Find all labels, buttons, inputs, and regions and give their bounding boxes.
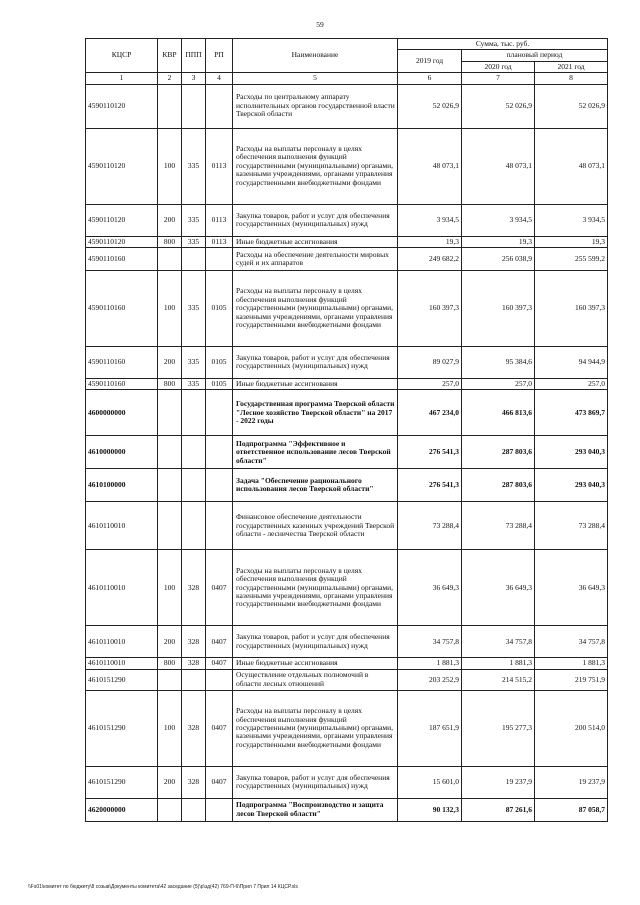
ppp-cell [182, 247, 206, 270]
table-row [86, 378, 608, 389]
amount-2020-cell: 466 813,6 [462, 390, 535, 436]
header-ppp: ППП [182, 39, 206, 73]
name-cell: Задача "Обеспечение рационального использования лесов Тверской области" [233, 469, 398, 502]
ppp-cell: 335 [182, 204, 206, 236]
name-cell: Расходы на выплаты персоналу в целях обеспечения выполнения функций государственными (муниципальными) органами, казенными учреждениями, органами управления государственными внебюджетными фондами [233, 690, 398, 766]
kvr-cell: 200 [158, 346, 182, 378]
amount-2021-cell: 1 881,3 [535, 658, 608, 669]
kvr-cell [158, 390, 182, 436]
ppp-cell: 328 [182, 550, 206, 626]
table-row [86, 798, 608, 821]
amount-2020-cell: 19 237,9 [462, 766, 535, 798]
ppp-cell [182, 798, 206, 821]
kvr-cell: 100 [158, 270, 182, 346]
table-row [86, 346, 608, 378]
header-planned: плановый период [462, 50, 608, 61]
kcsr-cell: 4590110120 [86, 128, 158, 204]
amount-2021-cell: 160 397,3 [535, 270, 608, 346]
kcsr-cell: 4610151290 [86, 766, 158, 798]
name-cell: Государственная программа Тверской области "Лесное хозяйство Тверской области" на 2017 - 2022 годы [233, 390, 398, 436]
amount-2019-cell: 52 026,9 [398, 84, 462, 128]
kcsr-cell: 4600000000 [86, 390, 158, 436]
header-kcsr: КЦСР [86, 39, 158, 73]
ppp-cell: 328 [182, 626, 206, 658]
rp-cell [206, 390, 233, 436]
amount-2020-cell: 1 881,3 [462, 658, 535, 669]
ppp-cell: 328 [182, 658, 206, 669]
file-path-footer: \\Fs01\комитет по бюджету\8 созыв\Документы комитета\42 заседание (5)\р\зд(42) 769-П-6\Прил 7 Прил 14 КЦСР.xls [28, 884, 298, 890]
amount-2020-cell: 195 277,3 [462, 690, 535, 766]
name-cell: Иные бюджетные ассигнования [233, 378, 398, 389]
table-row [86, 658, 608, 669]
kvr-cell: 200 [158, 204, 182, 236]
amount-2021-cell: 19,3 [535, 236, 608, 247]
kcsr-cell: 4590110120 [86, 236, 158, 247]
amount-2019-cell: 257,0 [398, 378, 462, 389]
col-number: 3 [182, 73, 206, 84]
kcsr-cell: 4590110160 [86, 346, 158, 378]
name-cell: Закупка товаров, работ и услуг для обеспечения государственных (муниципальных) нужд [233, 204, 398, 236]
kcsr-cell: 4610100000 [86, 469, 158, 502]
ppp-cell [182, 390, 206, 436]
table-row [86, 84, 608, 128]
name-cell: Закупка товаров, работ и услуг для обеспечения государственных (муниципальных) нужд [233, 346, 398, 378]
header-sum: Сумма, тыс. руб. [398, 39, 608, 50]
kvr-cell: 100 [158, 690, 182, 766]
rp-cell: 0407 [206, 626, 233, 658]
table-row [86, 502, 608, 550]
header-rp: РП [206, 39, 233, 73]
table-row [86, 436, 608, 469]
kvr-cell: 800 [158, 658, 182, 669]
amount-2020-cell: 19,3 [462, 236, 535, 247]
header-2019: 2019 год [398, 50, 462, 73]
name-cell: Финансовое обеспечение деятельности государственных казенных учреждений Тверской области - лесничества Тверской области [233, 502, 398, 550]
name-cell: Закупка товаров, работ и услуг для обеспечения государственных (муниципальных) нужд [233, 766, 398, 798]
page-number: 59 [316, 20, 324, 29]
ppp-cell: 335 [182, 346, 206, 378]
ppp-cell [182, 669, 206, 690]
kcsr-cell: 4590110120 [86, 84, 158, 128]
rp-cell: 0105 [206, 378, 233, 389]
name-cell: Закупка товаров, работ и услуг для обеспечения государственных (муниципальных) нужд [233, 626, 398, 658]
rp-cell: 0407 [206, 658, 233, 669]
table-row [86, 690, 608, 766]
amount-2021-cell: 255 599,2 [535, 247, 608, 270]
rp-cell [206, 502, 233, 550]
name-cell: Расходы на выплаты персоналу в целях обеспечения выполнения функций государственными (муниципальными) органами, казенными учреждениями, органами управления государственными внебюджетными фондами [233, 550, 398, 626]
amount-2020-cell: 34 757,8 [462, 626, 535, 658]
kvr-cell [158, 469, 182, 502]
kcsr-cell: 4610000000 [86, 436, 158, 469]
ppp-cell [182, 502, 206, 550]
rp-cell [206, 436, 233, 469]
amount-2019-cell: 73 288,4 [398, 502, 462, 550]
amount-2021-cell: 87 058,7 [535, 798, 608, 821]
ppp-cell: 335 [182, 128, 206, 204]
kcsr-cell: 4620000000 [86, 798, 158, 821]
col-number: 5 [233, 73, 398, 84]
table-row [86, 766, 608, 798]
amount-2019-cell: 36 649,3 [398, 550, 462, 626]
kcsr-cell: 4590110160 [86, 247, 158, 270]
amount-2019-cell: 187 651,9 [398, 690, 462, 766]
amount-2020-cell: 287 803,6 [462, 436, 535, 469]
rp-cell: 0105 [206, 270, 233, 346]
amount-2021-cell: 36 649,3 [535, 550, 608, 626]
kvr-cell [158, 247, 182, 270]
col-number: 8 [535, 73, 608, 84]
col-number: 1 [86, 73, 158, 84]
amount-2020-cell: 95 384,6 [462, 346, 535, 378]
table-row [86, 550, 608, 626]
amount-2021-cell: 19 237,9 [535, 766, 608, 798]
name-cell: Расходы на обеспечение деятельности мировых судей и их аппаратов [233, 247, 398, 270]
amount-2019-cell: 90 132,3 [398, 798, 462, 821]
header-2020: 2020 год [462, 61, 535, 72]
amount-2020-cell: 287 803,6 [462, 469, 535, 502]
ppp-cell: 328 [182, 766, 206, 798]
amount-2021-cell: 48 073,1 [535, 128, 608, 204]
rp-cell: 0407 [206, 766, 233, 798]
col-number: 7 [462, 73, 535, 84]
kcsr-cell: 4610151290 [86, 669, 158, 690]
amount-2021-cell: 3 934,5 [535, 204, 608, 236]
kcsr-cell: 4610151290 [86, 690, 158, 766]
rp-cell [206, 84, 233, 128]
ppp-cell: 328 [182, 690, 206, 766]
kvr-cell [158, 436, 182, 469]
amount-2019-cell: 160 397,3 [398, 270, 462, 346]
kvr-cell: 200 [158, 766, 182, 798]
amount-2021-cell: 200 514,0 [535, 690, 608, 766]
amount-2020-cell: 87 261,6 [462, 798, 535, 821]
table-row [86, 128, 608, 204]
col-number: 6 [398, 73, 462, 84]
amount-2021-cell: 257,0 [535, 378, 608, 389]
amount-2020-cell: 48 073,1 [462, 128, 535, 204]
ppp-cell [182, 84, 206, 128]
header-kvr: КВР [158, 39, 182, 73]
amount-2019-cell: 34 757,8 [398, 626, 462, 658]
kcsr-cell: 4610110010 [86, 550, 158, 626]
rp-cell: 0113 [206, 128, 233, 204]
table-row [86, 390, 608, 436]
amount-2021-cell: 73 288,4 [535, 502, 608, 550]
kvr-cell: 800 [158, 236, 182, 247]
amount-2021-cell: 52 026,9 [535, 84, 608, 128]
rp-cell [206, 798, 233, 821]
table-row [86, 270, 608, 346]
amount-2020-cell: 3 934,5 [462, 204, 535, 236]
rp-cell [206, 469, 233, 502]
amount-2020-cell: 214 515,2 [462, 669, 535, 690]
kvr-cell: 800 [158, 378, 182, 389]
kcsr-cell: 4610110010 [86, 658, 158, 669]
amount-2019-cell: 19,3 [398, 236, 462, 247]
kvr-cell: 100 [158, 128, 182, 204]
kcsr-cell: 4610110010 [86, 626, 158, 658]
amount-2019-cell: 249 682,2 [398, 247, 462, 270]
amount-2019-cell: 203 252,9 [398, 669, 462, 690]
column-numbers-row [86, 73, 608, 84]
amount-2020-cell: 52 026,9 [462, 84, 535, 128]
name-cell: Расходы по центральному аппарату исполнительных органов государственной власти Тверской области [233, 84, 398, 128]
amount-2019-cell: 276 541,3 [398, 436, 462, 469]
amount-2020-cell: 257,0 [462, 378, 535, 389]
ppp-cell: 335 [182, 378, 206, 389]
amount-2020-cell: 36 649,3 [462, 550, 535, 626]
kvr-cell [158, 669, 182, 690]
amount-2019-cell: 467 234,0 [398, 390, 462, 436]
amount-2019-cell: 3 934,5 [398, 204, 462, 236]
amount-2019-cell: 89 027,9 [398, 346, 462, 378]
name-cell: Подпрограмма "Эффективное и ответственное использование лесов Тверской области" [233, 436, 398, 469]
header-2021: 2021 год [535, 61, 608, 72]
rp-cell: 0407 [206, 690, 233, 766]
rp-cell: 0113 [206, 204, 233, 236]
kcsr-cell: 4590110160 [86, 270, 158, 346]
col-number: 2 [158, 73, 182, 84]
rp-cell: 0105 [206, 346, 233, 378]
kvr-cell: 100 [158, 550, 182, 626]
kvr-cell: 200 [158, 626, 182, 658]
name-cell: Иные бюджетные ассигнования [233, 236, 398, 247]
table-row [86, 204, 608, 236]
kvr-cell [158, 502, 182, 550]
budget-table [85, 38, 608, 822]
rp-cell: 0407 [206, 550, 233, 626]
amount-2019-cell: 48 073,1 [398, 128, 462, 204]
amount-2019-cell: 1 881,3 [398, 658, 462, 669]
amount-2021-cell: 293 040,3 [535, 436, 608, 469]
ppp-cell [182, 469, 206, 502]
kvr-cell [158, 84, 182, 128]
header-name: Наименование [233, 39, 398, 73]
amount-2020-cell: 256 038,9 [462, 247, 535, 270]
amount-2020-cell: 160 397,3 [462, 270, 535, 346]
table-row [86, 669, 608, 690]
kcsr-cell: 4590110160 [86, 378, 158, 389]
amount-2021-cell: 219 751,9 [535, 669, 608, 690]
table-row [86, 469, 608, 502]
table-row [86, 247, 608, 270]
amount-2021-cell: 473 869,7 [535, 390, 608, 436]
name-cell: Расходы на выплаты персоналу в целях обеспечения выполнения функций государственными (муниципальными) органами, казенными учреждениями, органами управления государственными внебюджетными фондами [233, 270, 398, 346]
table-row [86, 236, 608, 247]
name-cell: Осуществление отдельных полномочий в области лесных отношений [233, 669, 398, 690]
kcsr-cell: 4610110010 [86, 502, 158, 550]
col-number: 4 [206, 73, 233, 84]
amount-2021-cell: 34 757,8 [535, 626, 608, 658]
rp-cell [206, 669, 233, 690]
kvr-cell [158, 798, 182, 821]
table-row [86, 626, 608, 658]
amount-2021-cell: 293 040,3 [535, 469, 608, 502]
amount-2020-cell: 73 288,4 [462, 502, 535, 550]
rp-cell [206, 247, 233, 270]
amount-2021-cell: 94 944,9 [535, 346, 608, 378]
amount-2019-cell: 276 541,3 [398, 469, 462, 502]
name-cell: Иные бюджетные ассигнования [233, 658, 398, 669]
ppp-cell [182, 436, 206, 469]
rp-cell: 0113 [206, 236, 233, 247]
ppp-cell: 335 [182, 270, 206, 346]
name-cell: Подпрограмма "Воспроизводство и защита лесов Тверской области" [233, 798, 398, 821]
name-cell: Расходы на выплаты персоналу в целях обеспечения выполнения функций государственными (муниципальными) органами, казенными учреждениями, органами управления государственными внебюджетными фондами [233, 128, 398, 204]
ppp-cell: 335 [182, 236, 206, 247]
kcsr-cell: 4590110120 [86, 204, 158, 236]
amount-2019-cell: 15 601,0 [398, 766, 462, 798]
